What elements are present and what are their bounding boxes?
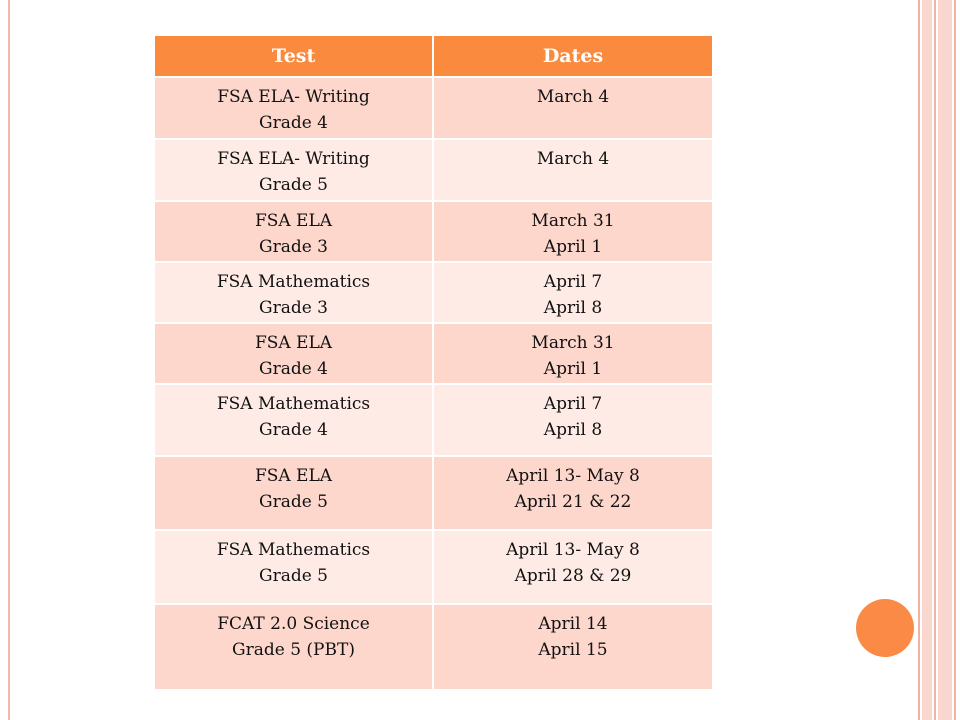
test-grade: Grade 4	[258, 420, 328, 440]
test-cell	[155, 456, 433, 530]
date-line: March 31	[531, 333, 615, 353]
dates-cell	[433, 77, 712, 139]
dates-cell	[433, 323, 712, 384]
test-name: FSA ELA	[254, 211, 333, 231]
date-line: April 8	[543, 420, 603, 440]
test-cell	[155, 201, 433, 262]
left-border-line	[8, 0, 10, 720]
table-row	[155, 323, 712, 384]
stripe	[954, 0, 956, 720]
test-name: FSA Mathematics	[216, 394, 371, 414]
test-cell	[155, 262, 433, 323]
date-line: April 13- May 8	[506, 466, 640, 486]
stripe	[918, 0, 920, 720]
test-grade: Grade 3	[258, 298, 328, 318]
dates-cell	[433, 139, 712, 201]
right-decorative-stripes	[918, 0, 960, 720]
date-line: April 7	[543, 272, 603, 292]
test-name: FSA Mathematics	[216, 272, 371, 292]
date-line: March 4	[536, 87, 610, 107]
date-line: April 21 & 22	[514, 492, 632, 512]
test-name: FSA ELA- Writing	[217, 87, 370, 107]
date-line: April 14	[538, 614, 608, 634]
stripe	[922, 0, 932, 720]
table-row	[155, 262, 712, 323]
test-name: FSA ELA	[254, 466, 333, 486]
table-row	[155, 201, 712, 262]
test-cell	[155, 530, 433, 604]
table-row	[155, 530, 712, 604]
test-grade: Grade 5	[258, 492, 328, 512]
date-line: April 13- May 8	[506, 540, 640, 560]
test-name: FSA Mathematics	[216, 540, 371, 560]
date-line: April 1	[543, 359, 603, 379]
table-row	[155, 384, 712, 456]
test-cell	[155, 384, 433, 456]
dates-cell	[433, 262, 712, 323]
dates-cell	[433, 201, 712, 262]
stripe	[934, 0, 936, 720]
date-line: March 4	[536, 149, 610, 169]
table-row	[155, 139, 712, 201]
test-name: FCAT 2.0 Science	[217, 614, 370, 634]
dates-cell	[433, 530, 712, 604]
date-line: April 28 & 29	[514, 566, 632, 586]
test-grade: Grade 5	[258, 566, 328, 586]
test-grade: Grade 3	[258, 237, 328, 257]
test-grade: Grade 5	[258, 175, 328, 195]
test-schedule-table	[155, 36, 712, 691]
header-test: Test	[155, 36, 433, 77]
date-line: March 31	[531, 211, 615, 231]
date-line: April 8	[543, 298, 603, 318]
test-cell	[155, 77, 433, 139]
test-name: FSA ELA- Writing	[217, 149, 370, 169]
date-line: April 15	[538, 640, 608, 660]
test-cell	[155, 323, 433, 384]
table-header-row	[155, 36, 712, 77]
dates-cell	[433, 604, 712, 690]
decorative-circle	[856, 599, 914, 657]
dates-cell	[433, 456, 712, 530]
test-cell	[155, 139, 433, 201]
test-name: FSA ELA	[254, 333, 333, 353]
table-row	[155, 456, 712, 530]
date-line: April 1	[543, 237, 603, 257]
stripe	[938, 0, 952, 720]
date-line: April 7	[543, 394, 603, 414]
table-row	[155, 77, 712, 139]
dates-cell	[433, 384, 712, 456]
test-grade: Grade 4	[258, 359, 328, 379]
test-grade: Grade 4	[258, 113, 328, 133]
table-row	[155, 604, 712, 690]
test-grade: Grade 5 (PBT)	[232, 640, 355, 660]
test-cell	[155, 604, 433, 690]
header-dates: Dates	[433, 36, 712, 77]
